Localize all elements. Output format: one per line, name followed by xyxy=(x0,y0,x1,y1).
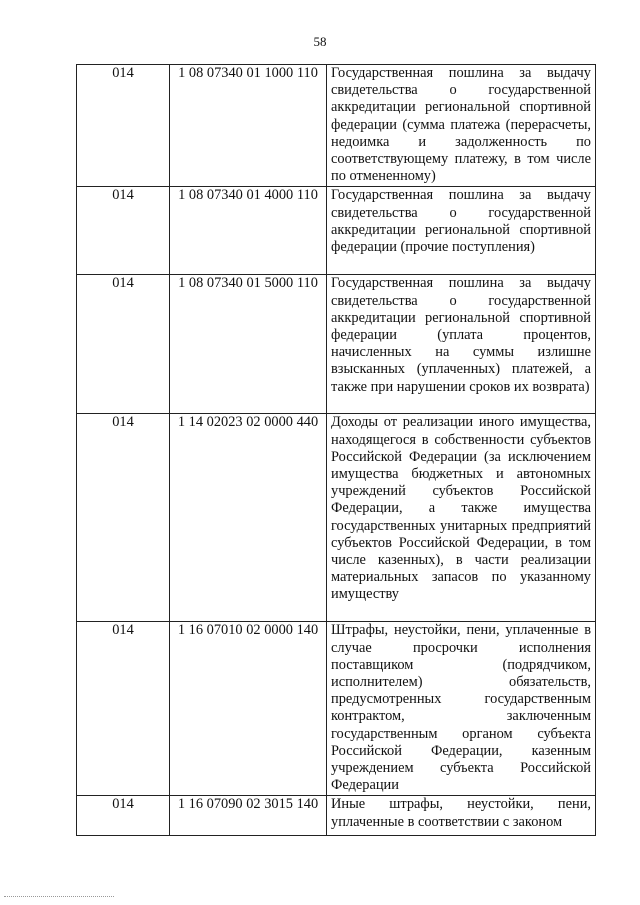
page-number: 58 xyxy=(313,34,327,49)
budget-code-cell: 1 08 07340 01 1000 110 xyxy=(170,65,327,187)
admin-code-cell: 014 xyxy=(77,796,170,836)
table-row xyxy=(77,187,596,275)
admin-code-cell: 014 xyxy=(77,414,170,622)
budget-code-cell: 1 08 07340 01 5000 110 xyxy=(170,275,327,414)
budget-code-cell: 1 14 02023 02 0000 440 xyxy=(170,414,327,622)
description-cell: Государственная пошлина за выдачу свидетельства о государственной аккредитации региональной спортивной федерации (сумма платежа (перерасчеты, недоимка и задолженность по соответствующему платежу, в том числе по отмененному) xyxy=(327,65,596,187)
description-cell: Иные штрафы, неустойки, пени, уплаченные в соответствии с законом xyxy=(327,796,596,836)
table-row xyxy=(77,414,596,622)
admin-code-cell: 014 xyxy=(77,65,170,187)
budget-code-cell: 1 08 07340 01 4000 110 xyxy=(170,187,327,275)
description-cell: Доходы от реализации иного имущества, находящегося в собственности субъектов Российской Федерации (за исключением имущества бюджетных и автономных учреждений субъектов Российской Федерации, а также имущества государственных унитарных предприятий субъектов Российской Федерации, в том числе казенных), в части реализации материальных запасов по указанному имуществу xyxy=(327,414,596,622)
scan-footer-mark xyxy=(4,896,114,899)
description-cell: Штрафы, неустойки, пени, уплаченные в случае просрочки исполнения поставщиком (подрядчиком, исполнителем) обязательств, предусмотренных государственным контрактом, заключенным государственным органом субъекта Российской Федерации, казенным учреждением субъекта Российской Федерации xyxy=(327,622,596,796)
table-row xyxy=(77,796,596,836)
table-row xyxy=(77,65,596,187)
admin-code-cell: 014 xyxy=(77,622,170,796)
table-row xyxy=(77,275,596,414)
table-row xyxy=(77,622,596,796)
admin-code-cell: 014 xyxy=(77,187,170,275)
admin-code-cell: 014 xyxy=(77,275,170,414)
description-cell: Государственная пошлина за выдачу свидетельства о государственной аккредитации региональной спортивной федерации (прочие поступления) xyxy=(327,187,596,275)
revenue-codes-table xyxy=(76,64,596,836)
budget-code-cell: 1 16 07090 02 3015 140 xyxy=(170,796,327,836)
budget-code-cell: 1 16 07010 02 0000 140 xyxy=(170,622,327,796)
description-cell: Государственная пошлина за выдачу свидетельства о государственной аккредитации региональной спортивной федерации (уплата процентов, начисленных на суммы излишне взысканных (уплаченных) платежей, а также при нарушении сроков их возврата) xyxy=(327,275,596,414)
